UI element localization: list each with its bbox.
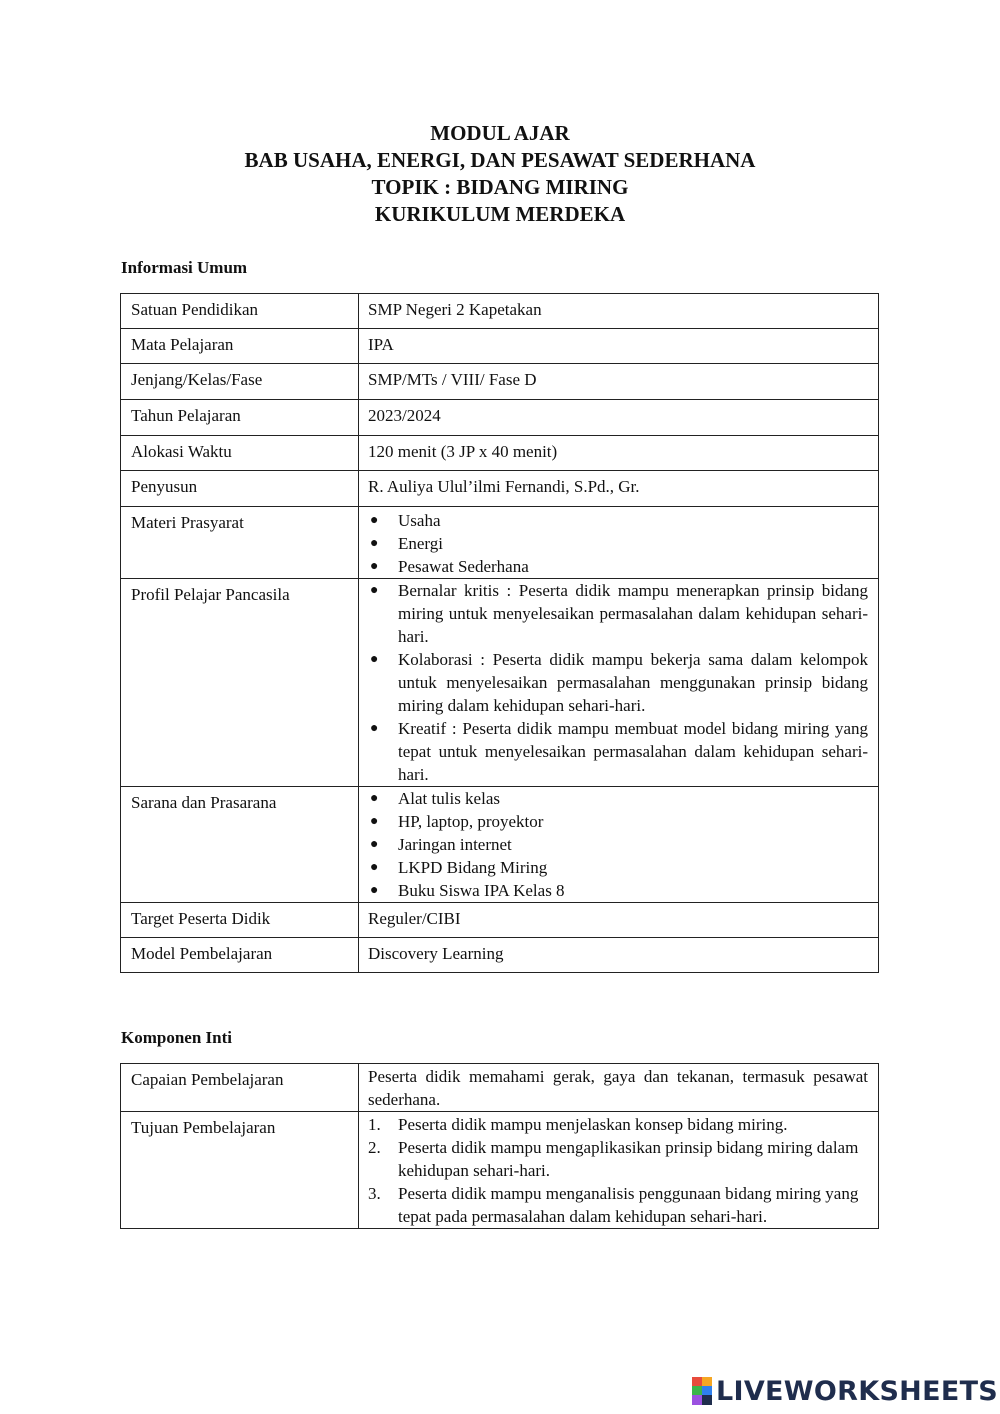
list-item: ● HP, laptop, proyektor bbox=[370, 812, 544, 831]
tujuan-pembelajaran-list bbox=[368, 1113, 868, 1228]
list-item: ● Jaringan internet bbox=[370, 835, 512, 854]
brand-name: LIVEWORKSHEETS bbox=[716, 1375, 999, 1407]
row-value: 2023/2024 bbox=[359, 400, 879, 436]
row-label: Alokasi Waktu bbox=[121, 436, 359, 471]
bullet-icon: ● bbox=[370, 652, 379, 667]
bullet-icon: ● bbox=[370, 791, 379, 806]
row-label: Jenjang/Kelas/Fase bbox=[121, 364, 359, 400]
list-item: 3. Peserta didik mampu menganalisis penggunaan bidang miring yang tepat pada permasalahan dalam kehidupan sehari-hari. bbox=[368, 1184, 859, 1226]
table-row bbox=[121, 329, 879, 364]
row-value: 120 menit (3 JP x 40 menit) bbox=[359, 436, 879, 471]
list-item: ● LKPD Bidang Miring bbox=[370, 858, 548, 877]
table-row bbox=[121, 294, 879, 329]
sarana-prasarana-list bbox=[368, 787, 868, 902]
row-value: R. Auliya Ulul’ilmi Fernandi, S.Pd., Gr. bbox=[359, 471, 879, 507]
row-value: Peserta didik memahami gerak, gaya dan tekanan, termasuk pesawat sederhana. bbox=[359, 1064, 879, 1112]
row-label: Sarana dan Prasarana bbox=[121, 787, 359, 903]
bullet-icon: ● bbox=[370, 536, 379, 551]
bullet-icon: ● bbox=[370, 860, 379, 875]
list-item: ● Usaha bbox=[370, 511, 441, 530]
row-value: Reguler/CIBI bbox=[359, 903, 879, 938]
row-value bbox=[359, 787, 879, 903]
row-value: SMP Negeri 2 Kapetakan bbox=[359, 294, 879, 329]
table-row bbox=[121, 579, 879, 787]
komponen-inti-heading: Komponen Inti bbox=[121, 1028, 232, 1047]
row-label: Tujuan Pembelajaran bbox=[121, 1112, 359, 1229]
list-item: ● Alat tulis kelas bbox=[370, 789, 500, 808]
list-item: ● Pesawat Sederhana bbox=[370, 557, 529, 576]
row-value: SMP/MTs / VIII/ Fase D bbox=[359, 364, 879, 400]
table-row bbox=[121, 787, 879, 903]
title-line-1: MODUL AJAR bbox=[430, 121, 570, 145]
bullet-icon: ● bbox=[370, 583, 379, 598]
list-item: ● Buku Siswa IPA Kelas 8 bbox=[370, 881, 565, 900]
bullet-icon: ● bbox=[370, 837, 379, 852]
liveworksheets-logo-icon bbox=[692, 1377, 712, 1405]
bullet-icon: ● bbox=[370, 883, 379, 898]
list-item: ● Kreatif : Peserta didik mampu membuat model bidang miring yang tepat untuk menyelesaikan permasalahan dalam kehidupan sehari-hari. bbox=[370, 719, 868, 784]
informasi-umum-table bbox=[120, 293, 879, 973]
table-row bbox=[121, 364, 879, 400]
table-row bbox=[121, 1064, 879, 1112]
row-label: Materi Prasyarat bbox=[121, 507, 359, 579]
list-item: ● Energi bbox=[370, 534, 444, 553]
title-line-3: TOPIK : BIDANG MIRING bbox=[371, 175, 629, 199]
row-label: Model Pembelajaran bbox=[121, 938, 359, 973]
bullet-icon: ● bbox=[370, 559, 379, 574]
table-row bbox=[121, 903, 879, 938]
row-value bbox=[359, 507, 879, 579]
title-line-4: KURIKULUM MERDEKA bbox=[374, 202, 626, 226]
liveworksheets-brand bbox=[692, 1373, 998, 1409]
row-value: IPA bbox=[359, 329, 879, 364]
table-row bbox=[121, 1112, 879, 1229]
row-value bbox=[359, 579, 879, 787]
table-row bbox=[121, 507, 879, 579]
row-label: Mata Pelajaran bbox=[121, 329, 359, 364]
informasi-umum-heading: Informasi Umum bbox=[121, 258, 248, 277]
table-row bbox=[121, 436, 879, 471]
row-value: Discovery Learning bbox=[359, 938, 879, 973]
materi-prasyarat-list bbox=[368, 509, 868, 578]
bullet-icon: ● bbox=[370, 721, 379, 736]
document-title bbox=[0, 120, 1000, 228]
table-row bbox=[121, 471, 879, 507]
row-label: Satuan Pendidikan bbox=[121, 294, 359, 329]
list-item: 2. Peserta didik mampu mengaplikasikan prinsip bidang miring dalam kehidupan sehari-hari. bbox=[368, 1138, 859, 1180]
row-label: Tahun Pelajaran bbox=[121, 400, 359, 436]
list-item: 1. Peserta didik mampu menjelaskan konsep bidang miring. bbox=[368, 1115, 788, 1134]
bullet-icon: ● bbox=[370, 513, 379, 528]
title-line-2: BAB USAHA, ENERGI, DAN PESAWAT SEDERHANA bbox=[244, 148, 756, 172]
row-label: Capaian Pembelajaran bbox=[121, 1064, 359, 1112]
row-label: Profil Pelajar Pancasila bbox=[121, 579, 359, 787]
table-row bbox=[121, 938, 879, 973]
profil-pelajar-list bbox=[368, 579, 868, 786]
list-item: ● Kolaborasi : Peserta didik mampu bekerja sama dalam kelompok untuk menyelesaikan permasalahan menggunakan prinsip bidang miring dalam kehidupan sehari-hari. bbox=[370, 650, 868, 715]
row-label: Target Peserta Didik bbox=[121, 903, 359, 938]
bullet-icon: ● bbox=[370, 814, 379, 829]
row-label: Penyusun bbox=[121, 471, 359, 507]
komponen-inti-table bbox=[120, 1063, 879, 1229]
table-row bbox=[121, 400, 879, 436]
row-value bbox=[359, 1112, 879, 1229]
list-item: ● Bernalar kritis : Peserta didik mampu menerapkan prinsip bidang miring untuk menyelesaikan permasalahan dalam kehidupan sehari-hari. bbox=[370, 581, 868, 646]
